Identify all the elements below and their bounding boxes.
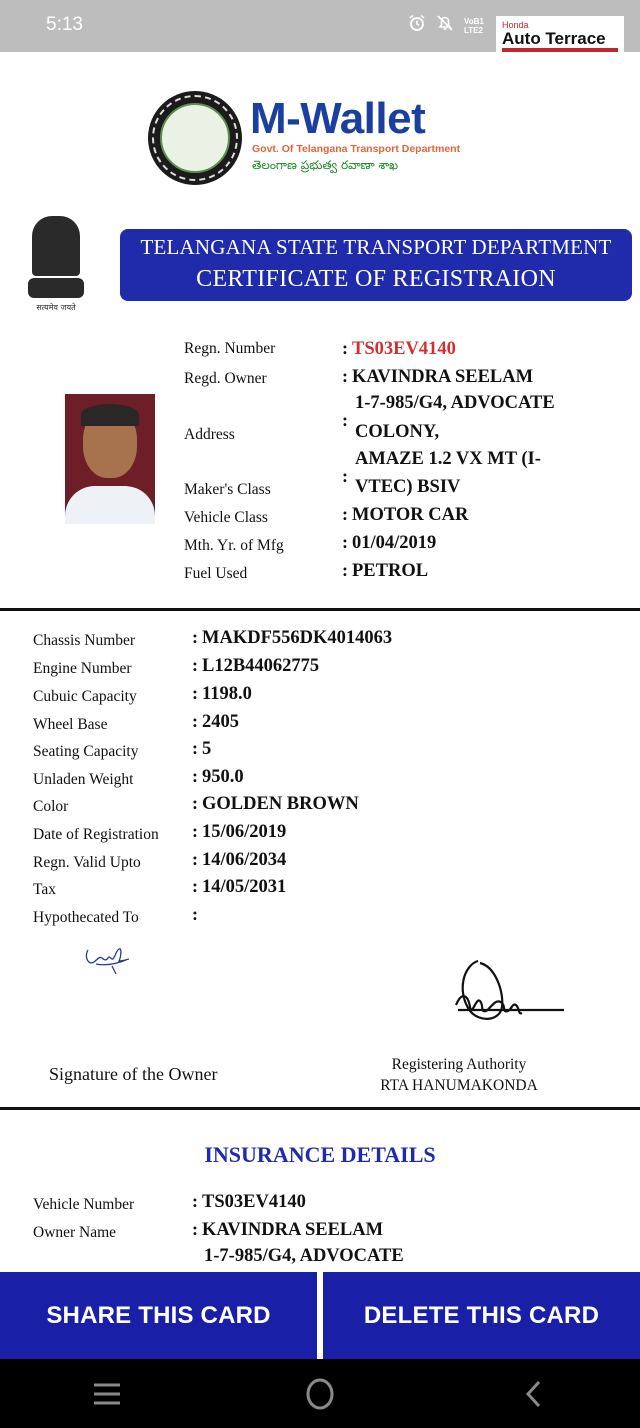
insurance-address-line1: 1-7-985/G4, ADVOCATE — [204, 1246, 404, 1266]
cubic-capacity-value: 1198.0 — [202, 684, 252, 704]
label-cubic-capacity: Cubuic Capacity — [33, 688, 137, 705]
value-tax: : 14/05/2031 — [192, 876, 287, 897]
label-chassis-number: Chassis Number — [33, 632, 136, 649]
bottom-actions — [0, 1272, 640, 1359]
regn-number-value: TS03EV4140 — [352, 339, 456, 359]
value-regn-valid-upto: : 14/06/2034 — [192, 849, 287, 870]
delete-card-button[interactable]: DELETE THIS CARD — [323, 1272, 640, 1359]
status-icons — [408, 14, 484, 37]
banner-line1: TELANGANA STATE TRANSPORT DEPARTMENT — [140, 235, 612, 259]
photo-hair — [81, 404, 139, 426]
owner-name-value: KAVINDRA SEELAM — [202, 1220, 384, 1240]
notifications-off-icon — [436, 14, 454, 37]
value-wheel-base: : 2405 — [192, 711, 239, 732]
value-unladen-weight: : 950.0 — [192, 766, 244, 787]
value-seating-capacity: : 5 — [192, 738, 212, 759]
banner-line2: CERTIFICATE OF REGISTRAION — [196, 266, 556, 292]
value-owner-name: : KAVINDRA SEELAM — [192, 1219, 384, 1240]
value-engine-number: : L12B44062775 — [192, 655, 320, 676]
divider-2 — [0, 1107, 640, 1110]
vehicle-class-value: MOTOR CAR — [352, 505, 469, 525]
makers-class-line1: AMAZE 1.2 VX MT (I- — [355, 449, 541, 469]
value-vehicle-class: : MOTOR CAR — [342, 504, 469, 525]
label-regn-number: Regn. Number — [184, 340, 276, 357]
makers-class-colon: : — [342, 466, 348, 486]
label-seating-capacity: Seating Capacity — [33, 743, 139, 760]
label-vehicle-number: Vehicle Number — [33, 1196, 135, 1213]
label-owner-name: Owner Name — [33, 1224, 117, 1241]
address-colon: : — [342, 410, 348, 430]
emblem-base — [28, 278, 84, 298]
authority-title: Registering Authority — [391, 1056, 527, 1073]
owner-photo — [65, 394, 155, 524]
value-cubic-capacity: : 1198.0 — [192, 683, 252, 704]
recents-icon — [92, 1381, 122, 1407]
value-vehicle-number: : TS03EV4140 — [192, 1191, 306, 1212]
photo-shirt — [65, 486, 155, 524]
ad-name: Auto Terrace — [502, 29, 606, 48]
home-button[interactable] — [290, 1369, 350, 1419]
tax-value: 14/05/2031 — [202, 877, 287, 897]
value-regd-owner: : KAVINDRA SEELAM — [342, 366, 534, 387]
authority-office: RTA HANUMAKONDA — [380, 1077, 538, 1094]
value-hypothecated-to: : — [192, 904, 198, 924]
label-engine-number: Engine Number — [33, 660, 132, 677]
vehicle-number-value: TS03EV4140 — [202, 1192, 306, 1212]
share-card-button[interactable]: SHARE THIS CARD — [0, 1272, 317, 1359]
unladen-weight-value: 950.0 — [202, 767, 244, 787]
ad-badge[interactable] — [496, 16, 624, 56]
value-chassis-number: : MAKDF556DK4014063 — [192, 627, 393, 648]
authority-signature-label — [340, 1054, 578, 1096]
recents-button[interactable] — [77, 1369, 137, 1419]
value-fuel-used: : PETROL — [342, 560, 429, 581]
status-bar — [0, 0, 640, 52]
value-date-of-registration: : 15/06/2019 — [192, 821, 287, 842]
engine-number-value: L12B44062775 — [202, 656, 320, 676]
insurance-title: INSURANCE DETAILS — [204, 1142, 436, 1167]
label-wheel-base: Wheel Base — [33, 716, 108, 733]
label-address: Address — [184, 426, 235, 443]
telangana-emblem-icon — [148, 91, 242, 185]
label-regn-valid-upto: Regn. Valid Upto — [33, 854, 141, 871]
divider-1 — [0, 608, 640, 611]
national-emblem-icon — [22, 214, 90, 314]
network-line2: LTE2 — [464, 25, 483, 35]
address-line1: 1-7-985/G4, ADVOCATE — [355, 393, 555, 413]
label-vehicle-class: Vehicle Class — [184, 509, 268, 526]
label-makers-class: Maker's Class — [184, 481, 271, 498]
label-tax: Tax — [33, 881, 57, 898]
mfg-date-value: 01/04/2019 — [352, 533, 437, 553]
back-button[interactable] — [503, 1369, 563, 1419]
m-wallet-logo — [148, 88, 488, 188]
emblem-motto: सत्यमेव जयते — [36, 303, 76, 312]
label-regd-owner: Regd. Owner — [184, 370, 267, 387]
network-line1: VoB1 — [464, 16, 484, 26]
home-icon — [305, 1377, 335, 1411]
logo-title: M-Wallet — [250, 94, 426, 143]
owner-signature-label: Signature of the Owner — [49, 1064, 218, 1084]
lion-capital — [32, 216, 80, 276]
label-unladen-weight: Unladen Weight — [33, 771, 134, 788]
label-mfg-date: Mth. Yr. of Mfg — [184, 537, 284, 554]
chassis-number-value: MAKDF556DK4014063 — [202, 628, 393, 648]
date-of-registration-value: 15/06/2019 — [202, 822, 287, 842]
network-indicator — [464, 17, 484, 35]
alarm-icon — [408, 14, 426, 37]
system-nav-bar — [0, 1359, 640, 1428]
color-value: GOLDEN BROWN — [202, 794, 359, 814]
value-color: : GOLDEN BROWN — [192, 793, 359, 814]
regn-valid-upto-value: 14/06/2034 — [202, 850, 287, 870]
value-regn-number: : TS03EV4140 — [342, 338, 456, 359]
value-mfg-date: : 01/04/2019 — [342, 532, 437, 553]
label-fuel-used: Fuel Used — [184, 565, 248, 582]
back-icon — [523, 1379, 543, 1409]
status-time: 5:13 — [46, 14, 83, 35]
seating-capacity-value: 5 — [202, 739, 212, 759]
label-hypothecated-to: Hypothecated To — [33, 909, 139, 926]
authority-signature-icon — [448, 955, 568, 1025]
ad-brand: Honda — [502, 20, 529, 30]
label-color: Color — [33, 798, 69, 815]
emblem-inner-seal — [160, 103, 230, 173]
wheel-base-value: 2405 — [202, 712, 239, 732]
fuel-used-value: PETROL — [352, 561, 429, 581]
ad-stripe — [502, 48, 618, 52]
certificate-banner — [120, 229, 632, 301]
logo-subtitle: Govt. Of Telangana Transport Department — [252, 143, 461, 155]
owner-signature-icon — [82, 942, 144, 976]
regd-owner-value: KAVINDRA SEELAM — [352, 367, 534, 387]
logo-telugu: తెలంగాణ ప్రభుత్వ రవాణా శాఖ — [252, 158, 399, 172]
address-line2: COLONY, — [355, 422, 440, 442]
makers-class-line2: VTEC) BSIV — [355, 477, 461, 497]
label-date-of-registration: Date of Registration — [33, 826, 159, 843]
